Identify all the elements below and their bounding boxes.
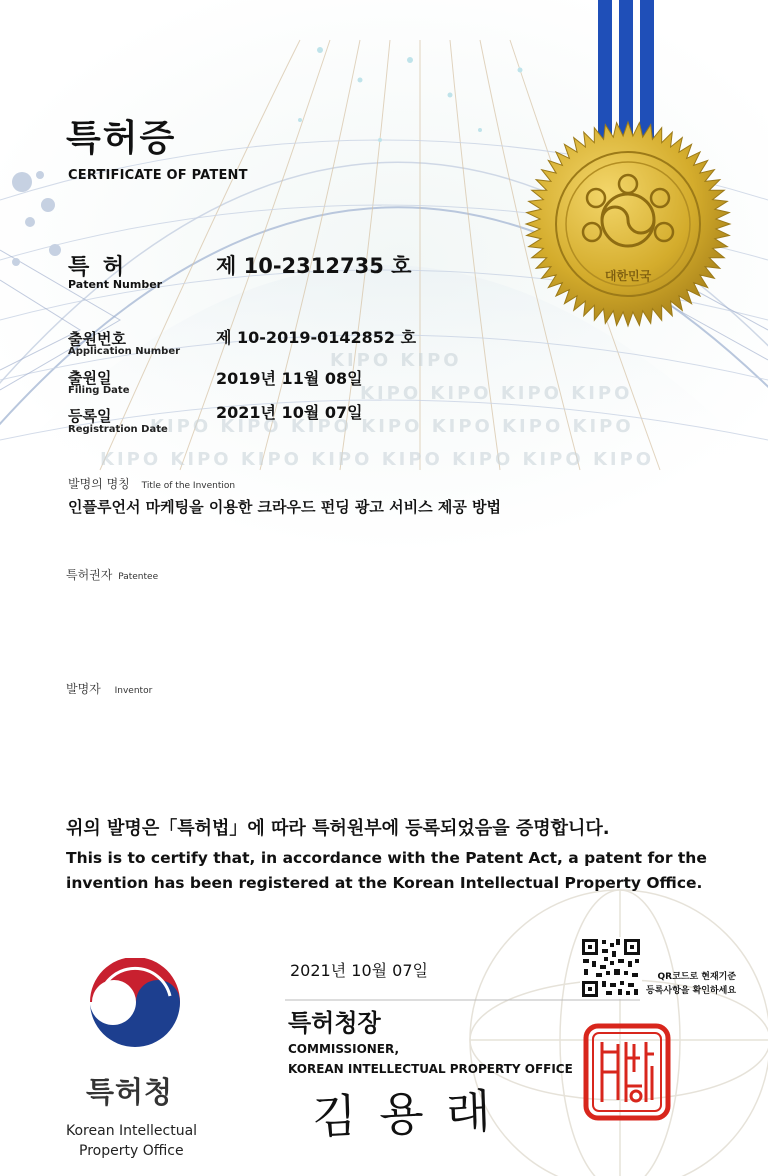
patentee-label-en: Patentee xyxy=(118,572,159,582)
qr-code-icon[interactable] xyxy=(580,937,642,999)
watermark-text: KIPO xyxy=(290,416,352,437)
watermark-text: KIPO xyxy=(522,449,584,470)
filing-date: 2019년 11월 08일 xyxy=(216,369,363,388)
registration-date: 2021년 10월 07일 xyxy=(216,403,363,422)
qr-caption xyxy=(646,970,737,998)
qr-caption-line-1: QR코드로 현재기준 xyxy=(657,972,737,982)
page-title: 특허증 xyxy=(66,118,177,159)
watermark-text: KIPO xyxy=(360,383,422,404)
invention-label-ko: 발명의 명칭 xyxy=(68,477,130,491)
office-name-en-1: Korean Intellectual xyxy=(66,1123,198,1139)
commissioner-title: 특허청장 xyxy=(288,1009,381,1037)
watermark-text: KIPO xyxy=(381,449,443,470)
inventor-label-en: Inventor xyxy=(114,686,153,696)
watermark-text: KIPO xyxy=(361,416,423,437)
ribbon-stripe xyxy=(640,0,654,140)
official-stamp-icon xyxy=(582,1022,672,1122)
application-label: 출원번호 xyxy=(68,330,126,348)
patent-label-en: Patent Number xyxy=(68,278,163,291)
patent-number: 제 10-2312735 호 xyxy=(216,254,412,278)
watermark-text: KIPO xyxy=(240,449,302,470)
watermark-text: KIPO xyxy=(100,449,162,470)
page-subtitle: CERTIFICATE OF PATENT xyxy=(68,168,248,183)
invention-label-en: Title of the Invention xyxy=(141,481,236,491)
watermark-text: KIPO xyxy=(431,416,493,437)
filing-label: 출원일 xyxy=(68,369,112,387)
invention-title: 인플루언서 마케팅을 이용한 크라우드 펀딩 광고 서비스 제공 방법 xyxy=(68,498,502,516)
commissioner-title-en-1: COMMISSIONER, xyxy=(288,1042,400,1056)
qr-caption-line-2: 등록사항을 확인하세요 xyxy=(646,986,737,996)
application-number: 제 10-2019-0142852 호 xyxy=(216,328,417,347)
kipo-logo-icon xyxy=(80,958,190,1062)
watermark-text: KIPO xyxy=(330,350,392,371)
patentee-label xyxy=(66,566,158,583)
certify-statement-ko: 위의 발명은「특허법」에 따라 특허원부에 등록되었음을 증명합니다. xyxy=(66,818,610,839)
application-label-en: Application Number xyxy=(68,346,181,357)
filing-label-en: Filing Date xyxy=(68,385,130,396)
watermark-text: KIPO xyxy=(500,383,562,404)
registration-label-en: Registration Date xyxy=(68,424,168,435)
watermark-text: KIPO xyxy=(430,383,492,404)
watermark-row xyxy=(360,383,632,404)
watermark-text: KIPO xyxy=(592,449,655,470)
patent-label: 특 허 xyxy=(68,255,128,280)
certify-statement-en-1: This is to certify that, in accordance with the Patent Act, a patent for the xyxy=(66,849,707,867)
inventor-label-ko: 발명자 xyxy=(66,682,101,696)
commissioner-title-en-2: KOREAN INTELLECTUAL PROPERTY OFFICE xyxy=(288,1062,573,1076)
watermark-text: KIPO xyxy=(311,449,373,470)
issue-date: 2021년 10월 07일 xyxy=(290,961,428,980)
commissioner-signature: 김 용 래 xyxy=(311,1083,496,1145)
ribbon-stripe xyxy=(598,0,612,140)
watermark-text: KIPO xyxy=(502,416,564,437)
watermark-text: KIPO xyxy=(571,383,633,404)
office-name-en-2: Property Office xyxy=(79,1143,184,1159)
watermark-text: KIPO xyxy=(572,416,634,437)
gold-seal-icon xyxy=(524,120,732,328)
watermark-text: KIPO xyxy=(220,416,282,437)
registration-label: 등록일 xyxy=(68,407,112,425)
invention-label xyxy=(68,475,235,492)
watermark-row xyxy=(100,449,654,470)
certify-statement-en-2: invention has been registered at the Korean Intellectual Property Office. xyxy=(66,874,703,892)
seal-text: 대한민국 xyxy=(604,269,652,283)
watermark-text: KIPO xyxy=(170,449,232,470)
inventor-label xyxy=(66,680,152,697)
ribbon-stripe xyxy=(619,0,633,140)
office-name-ko: 특허청 xyxy=(86,1075,174,1109)
patentee-label-ko: 특허권자 xyxy=(66,568,113,582)
watermark-text: KIPO xyxy=(452,449,514,470)
watermark-text: KIPO xyxy=(150,416,212,437)
watermark-text: KIPO xyxy=(400,350,462,371)
